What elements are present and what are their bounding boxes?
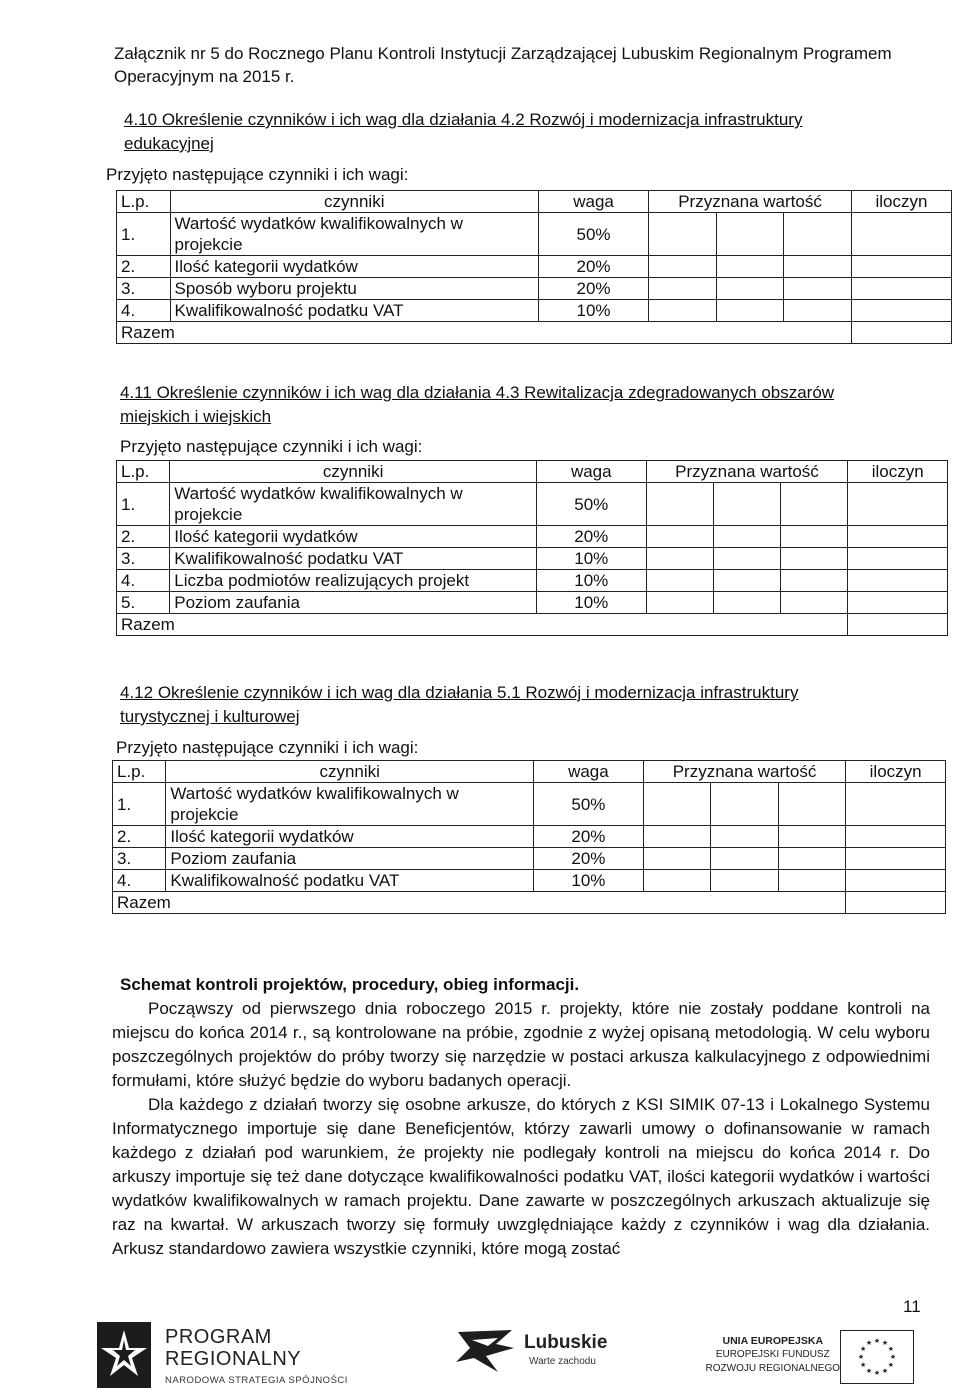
row-lp: 1. [117, 213, 171, 256]
empty-cell [716, 256, 784, 278]
section-lead: Przyjęto następujące czynniki i ich wagi: [120, 437, 423, 456]
factors-table-4-11 [116, 460, 948, 636]
program-star-icon [95, 1318, 157, 1394]
table-total-row [117, 322, 952, 344]
empty-cell [646, 483, 713, 526]
header-factor: czynniki [170, 461, 537, 483]
paragraph: Począwszy od pierwszego dnia roboczego 2015 r. projekty, które nie zostały poddane kontroli na miejscu do końca 2014 r., są kontrolowane na próbie, zgodnie z wyżej opisaną metodologią. W celu wyboru poszczególnych projektów do próby tworzy się narzędzie w postaci arkusza kalkulacyjnego z odpowiednimi formułami, które służyć będzie do wyboru badanych operacji. [112, 999, 930, 1090]
row-weight: 10% [537, 570, 647, 592]
empty-cell [711, 870, 778, 892]
table-total-row [113, 892, 946, 914]
empty-cell [643, 870, 710, 892]
eu-star-icon: ★ [859, 1361, 867, 1369]
empty-cell [646, 526, 713, 548]
section-title-text: Określenie czynników i ich wag dla działania 4.2 Rozwój i modernizacja infrastruktury edukacyjnej [124, 110, 803, 153]
header-product: iloczyn [848, 461, 948, 483]
row-factor: Kwalifikowalność podatku VAT [166, 870, 534, 892]
factors-table-4-10 [116, 190, 952, 344]
empty-cell [649, 213, 717, 256]
header-product: iloczyn [851, 191, 951, 213]
section-number: 4.12 [120, 683, 154, 702]
section-title-4-12 [120, 681, 840, 729]
empty-cell [713, 483, 780, 526]
row-weight: 20% [539, 256, 649, 278]
row-lp: 1. [113, 783, 166, 826]
row-factor: Poziom zaufania [170, 592, 537, 614]
table-row [117, 300, 952, 322]
empty-cell [784, 278, 852, 300]
section-lead: Przyjęto następujące czynniki i ich wagi: [116, 738, 419, 757]
empty-cell [781, 548, 848, 570]
row-weight: 20% [534, 848, 644, 870]
schemat-heading: Schemat kontroli projektów, procedury, obieg informacji. [120, 975, 580, 994]
empty-cell [848, 570, 948, 592]
factors-table-4-12 [112, 760, 946, 914]
eu-logo [670, 1320, 940, 1390]
row-factor: Kwalifikowalność podatku VAT [170, 548, 537, 570]
table-row [117, 526, 948, 548]
empty-cell [778, 826, 845, 848]
empty-cell [846, 783, 946, 826]
table-row [113, 783, 946, 826]
empty-cell [784, 300, 852, 322]
row-weight: 10% [537, 548, 647, 570]
total-label: Razem [117, 614, 848, 636]
empty-cell [711, 826, 778, 848]
section-number: 4.10 [124, 110, 158, 129]
empty-cell [846, 848, 946, 870]
row-factor: Wartość wydatków kwalifikowalnych w projekcie [170, 483, 537, 526]
empty-cell [851, 213, 951, 256]
total-label: Razem [113, 892, 846, 914]
header-value: Przyznana wartość [646, 461, 848, 483]
empty-cell [713, 592, 780, 614]
empty-cell [846, 892, 946, 914]
section-title-4-11 [120, 381, 840, 429]
empty-cell [784, 256, 852, 278]
row-weight: 50% [534, 783, 644, 826]
header-lp: L.p. [117, 461, 170, 483]
program-subtitle: NARODOWA STRATEGIA SPÓJNOŚCI [165, 1375, 348, 1386]
empty-cell [848, 526, 948, 548]
header-factor: czynniki [166, 761, 534, 783]
empty-cell [851, 300, 951, 322]
eu-star-icon: ★ [889, 1353, 897, 1361]
row-weight: 20% [539, 278, 649, 300]
body-text [112, 997, 930, 1261]
empty-cell [716, 300, 784, 322]
total-label: Razem [117, 322, 852, 344]
header-value: Przyznana wartość [649, 191, 852, 213]
eu-star-icon: ★ [881, 1366, 889, 1375]
empty-cell [649, 300, 717, 322]
eu-line3: ROZWOJU REGIONALNEGO [705, 1363, 840, 1374]
table-row [117, 592, 948, 614]
empty-cell [778, 870, 845, 892]
empty-cell [846, 870, 946, 892]
program-line1: PROGRAM [165, 1326, 272, 1348]
eu-star-icon: ★ [865, 1366, 873, 1375]
program-regionalny-logo [95, 1318, 385, 1396]
header-factor: czynniki [170, 191, 539, 213]
empty-cell [716, 213, 784, 256]
row-weight: 10% [534, 870, 644, 892]
row-weight: 50% [537, 483, 647, 526]
row-weight: 10% [537, 592, 647, 614]
eu-line1: UNIA EUROPEJSKA [722, 1335, 824, 1347]
empty-cell [716, 278, 784, 300]
lubuskie-tagline: Warte zachodu [529, 1356, 596, 1367]
header-weight: waga [539, 191, 649, 213]
empty-cell [781, 570, 848, 592]
table-row [117, 483, 948, 526]
eu-flag-icon [840, 1330, 914, 1384]
table-row [113, 826, 946, 848]
eu-star-icon: ★ [887, 1361, 895, 1369]
empty-cell [643, 848, 710, 870]
row-lp: 2. [117, 256, 171, 278]
header-lp: L.p. [113, 761, 166, 783]
row-lp: 4. [113, 870, 166, 892]
empty-cell [713, 526, 780, 548]
eu-star-icon: ★ [865, 1339, 873, 1348]
header-weight: waga [534, 761, 644, 783]
table-row [117, 278, 952, 300]
empty-cell [643, 826, 710, 848]
empty-cell [646, 592, 713, 614]
row-weight: 20% [537, 526, 647, 548]
lubuskie-name: Lubuskie [524, 1332, 608, 1353]
attachment-header: Załącznik nr 5 do Rocznego Planu Kontroli Instytucji Zarządzającej Lubuskim Regionalnym Programem Operacyjnym na 2015 r. [114, 44, 892, 86]
empty-cell [851, 278, 951, 300]
row-weight: 20% [534, 826, 644, 848]
table-header-row [117, 191, 952, 213]
empty-cell [781, 592, 848, 614]
empty-cell [778, 783, 845, 826]
header-lp: L.p. [117, 191, 171, 213]
empty-cell [711, 848, 778, 870]
header-product: iloczyn [846, 761, 946, 783]
eu-star-icon: ★ [857, 1353, 865, 1361]
table-header-row [117, 461, 948, 483]
table-row [117, 570, 948, 592]
empty-cell [848, 483, 948, 526]
row-lp: 1. [117, 483, 170, 526]
row-lp: 2. [113, 826, 166, 848]
empty-cell [713, 570, 780, 592]
row-lp: 5. [117, 592, 170, 614]
eu-star-icon: ★ [873, 1337, 881, 1345]
row-factor: Ilość kategorii wydatków [166, 826, 534, 848]
row-factor: Wartość wydatków kwalifikowalnych w projekcie [166, 783, 534, 826]
empty-cell [711, 783, 778, 826]
row-weight: 50% [539, 213, 649, 256]
section-title-text: Określenie czynników i ich wag dla działania 5.1 Rozwój i modernizacja infrastruktury turystycznej i kulturowej [120, 683, 799, 726]
empty-cell [778, 848, 845, 870]
table-total-row [117, 614, 948, 636]
empty-cell [848, 548, 948, 570]
row-lp: 3. [113, 848, 166, 870]
empty-cell [781, 526, 848, 548]
eu-text [706, 1334, 840, 1376]
empty-cell [851, 322, 951, 344]
row-lp: 4. [117, 300, 171, 322]
empty-cell [784, 213, 852, 256]
empty-cell [851, 256, 951, 278]
eu-star-icon: ★ [873, 1369, 881, 1377]
empty-cell [713, 548, 780, 570]
section-lead: Przyjęto następujące czynniki i ich wagi: [106, 165, 409, 184]
empty-cell [646, 548, 713, 570]
empty-cell [781, 483, 848, 526]
empty-cell [848, 614, 948, 636]
header-weight: waga [537, 461, 647, 483]
eu-star-icon: ★ [887, 1345, 895, 1353]
section-number: 4.11 [120, 383, 152, 402]
table-row [117, 256, 952, 278]
section-title-4-10 [124, 108, 824, 156]
empty-cell [649, 278, 717, 300]
row-lp: 3. [117, 278, 171, 300]
empty-cell [649, 256, 717, 278]
row-weight: 10% [539, 300, 649, 322]
eu-line2: EUROPEJSKI FUNDUSZ [715, 1349, 830, 1360]
section-title-text: Określenie czynników i ich wag dla działania 4.3 Rewitalizacja zdegradowanych obszarów miejskich i wiejskich [120, 383, 835, 426]
table-row [117, 548, 948, 570]
empty-cell [846, 826, 946, 848]
row-factor: Sposób wyboru projektu [170, 278, 539, 300]
empty-cell [646, 570, 713, 592]
eu-star-icon: ★ [881, 1339, 889, 1348]
program-name [165, 1326, 301, 1370]
row-factor: Ilość kategorii wydatków [170, 256, 539, 278]
paragraph: Dla każdego z działań tworzy się osobne arkusze, do których z KSI SIMIK 07-13 i Lokalnego Systemu Informatycznego importuje się dane Beneficjentów, którzy zawarli umowy o dofinansowanie w ramach każdego z działań pod warunkiem, że projekty nie podlegały kontroli na miejscu do końca 2014 r. Do arkuszy importuje się też dane dotyczące kwalifikowalności podatku VAT, ilości kategorii wydatków i wartości wydatków kwalifikowalnych w ramach projektu. Dane zawarte w poszczególnych arkuszach aktualizuje się raz na kwartał. W arkuszach tworzy się formuły uwzględniające każdy z czynników i wag dla działania. Arkusz standardowo zawiera wszystkie czynniki, które mogą zostać [112, 1095, 930, 1258]
table-row [117, 213, 952, 256]
row-lp: 2. [117, 526, 170, 548]
row-factor: Poziom zaufania [166, 848, 534, 870]
empty-cell [848, 592, 948, 614]
table-header-row [113, 761, 946, 783]
row-factor: Liczba podmiotów realizujących projekt [170, 570, 537, 592]
table-row [113, 848, 946, 870]
page-number: 11 [903, 1297, 921, 1316]
empty-cell [643, 783, 710, 826]
footer-logos [0, 1310, 960, 1399]
lubuskie-logo [452, 1322, 632, 1382]
row-factor: Ilość kategorii wydatków [170, 526, 537, 548]
row-lp: 4. [117, 570, 170, 592]
row-factor: Kwalifikowalność podatku VAT [170, 300, 539, 322]
table-row [113, 870, 946, 892]
lubuskie-bird-icon [452, 1322, 518, 1378]
row-factor: Wartość wydatków kwalifikowalnych w projekcie [170, 213, 539, 256]
row-lp: 3. [117, 548, 170, 570]
eu-star-icon: ★ [859, 1345, 867, 1353]
header-value: Przyznana wartość [643, 761, 845, 783]
program-line2: REGIONALNY [165, 1348, 302, 1370]
